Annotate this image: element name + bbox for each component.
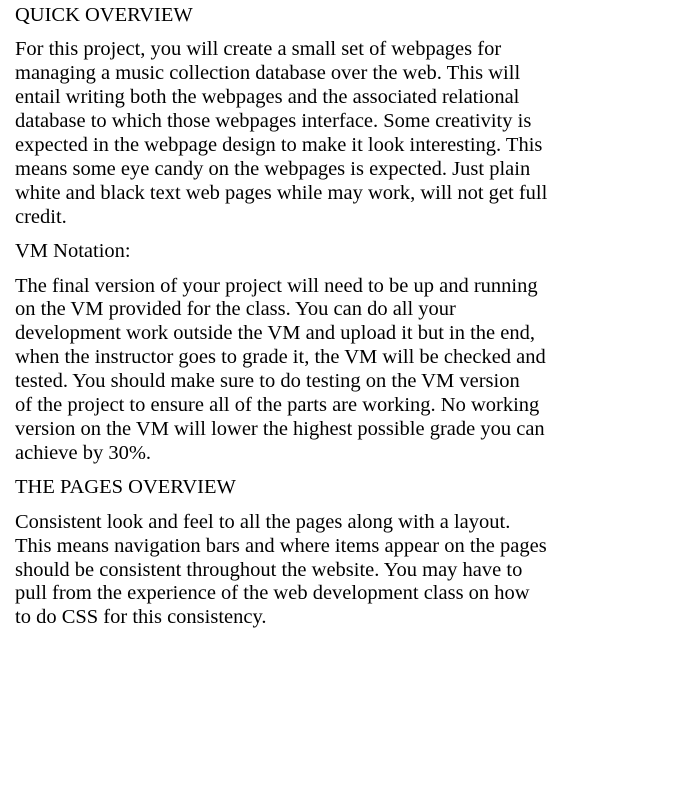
section-heading-vm-notation: VM Notation: [15,240,131,263]
section-body-quick-overview: For this project, you will create a small set of webpages for managing a music collection database over the web. This will entail writing both the webpages and the associated relational database to which those webpages interface. Some creativity is expected in the webpage design to make it look interesting. This means some eye candy on the webpages is expected. Just plain white and black text web pages while may work, will not get full credit. [15,38,548,228]
section-heading-quick-overview: QUICK OVERVIEW [15,4,193,26]
section-heading-pages-overview: THE PAGES OVERVIEW [15,476,236,499]
document-page [15,0,675,630]
section-body-vm-notation: The final version of your project will need to be up and running on the VM provided for the class. You can do all your development work outside the VM and upload it but in the end, when the instructor goes to grade it, the VM will be checked and tested. You should make sure to do testing on the VM version of the project to ensure all of the parts are working. No working version on the VM will lower the highest possible grade you can achieve by 30%. [15,274,546,464]
section-body-pages-overview: Consistent look and feel to all the pages along with a layout. This means navigation bars and where items appear on the pages should be consistent throughout the website. You may have to pull from the experience of the web development class on how to do CSS for this consistency. [15,510,547,629]
